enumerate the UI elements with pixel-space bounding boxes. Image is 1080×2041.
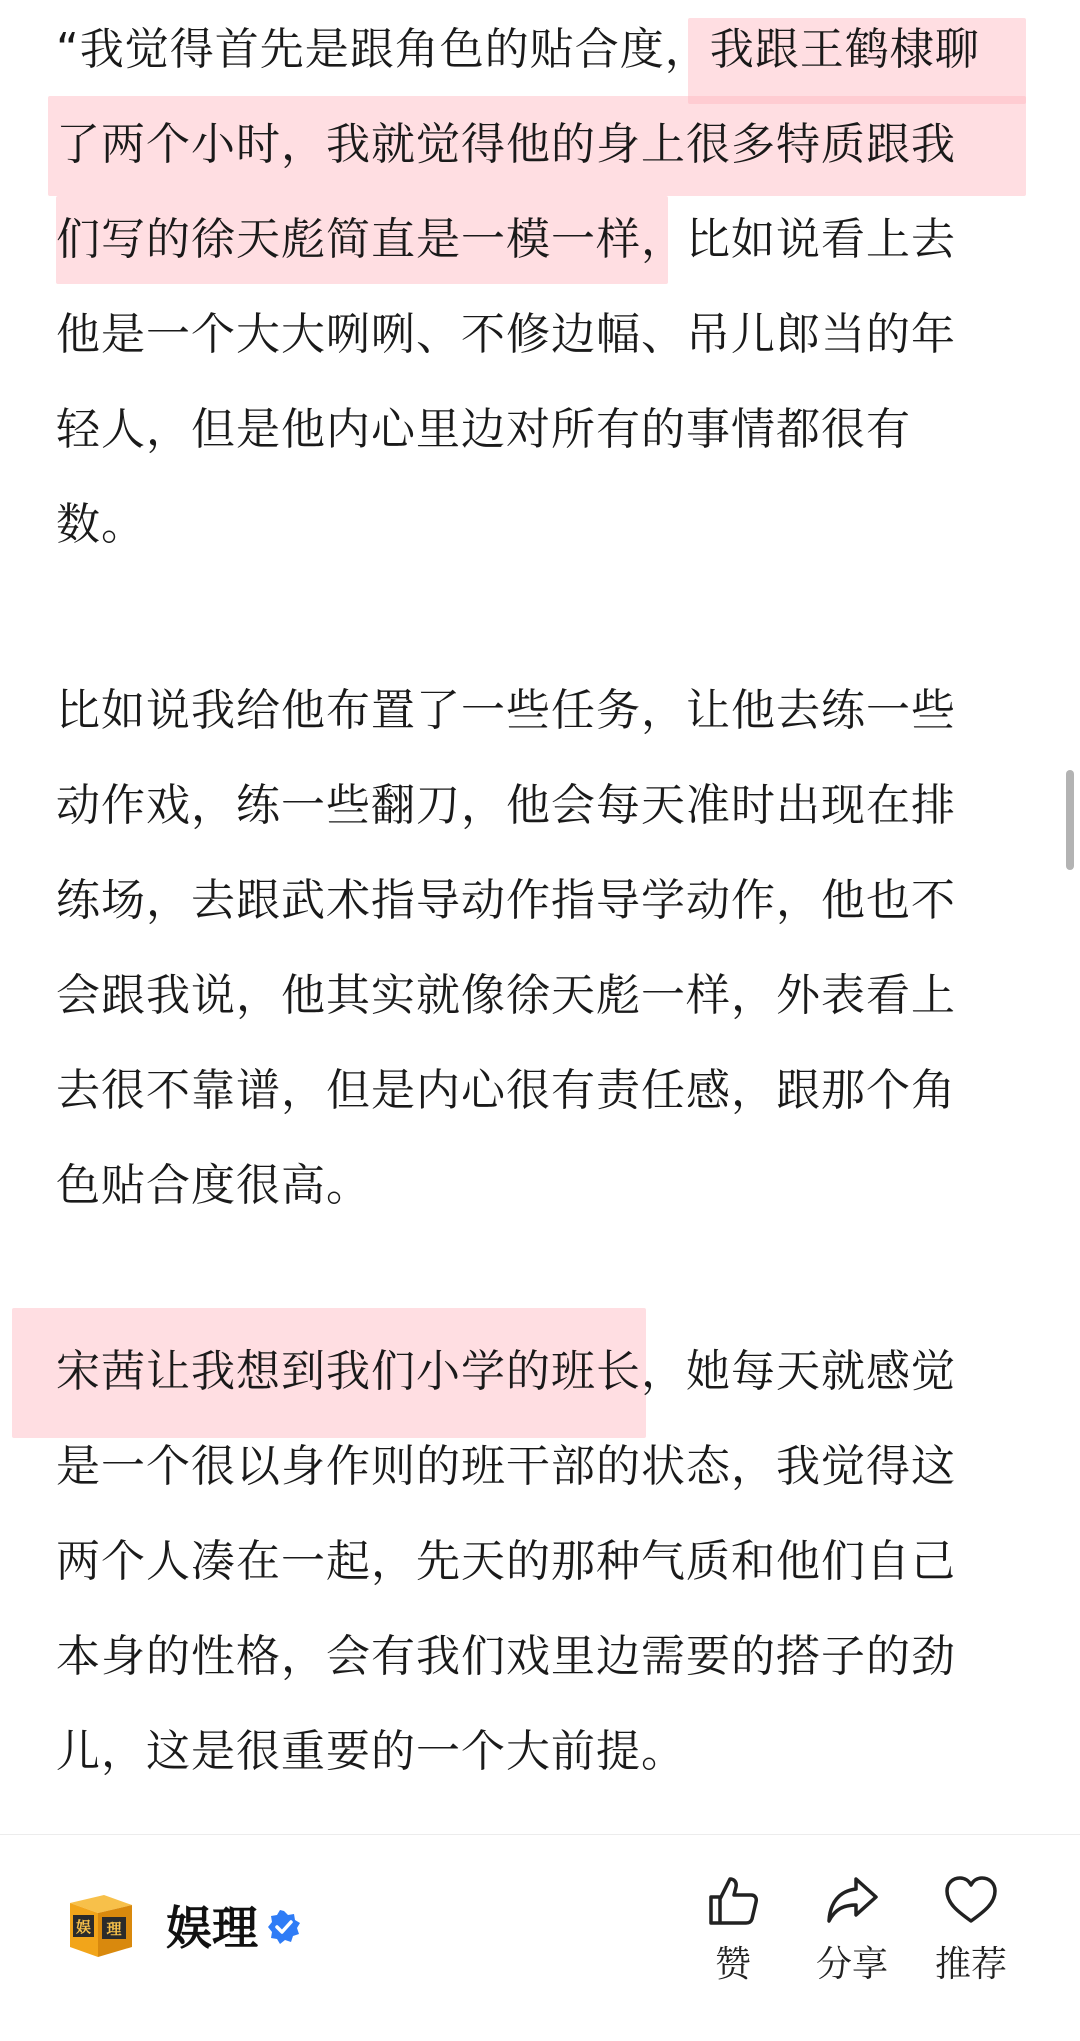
account-logo[interactable] [64,1889,138,1963]
like-label: 赞 [714,1944,751,1985]
paragraph-line: 轻人，但是他内心里边对所有的事情都很有 [56,404,911,455]
paragraph-line: 色贴合度很高。 [56,1160,371,1211]
recommend-label: 推荐 [934,1944,1007,1985]
share-icon [824,1873,880,1929]
paragraph-line: 两个人凑在一起，先天的那种气质和他们自己 [56,1536,956,1587]
paragraph-line: 动作戏，练一些翻刀，他会每天准时出现在排 [56,780,956,831]
paragraph-line: 了两个小时，我就觉得他的身上很多特质跟我 [56,119,956,170]
svg-text:娱: 娱 [75,1918,92,1936]
share-label: 分享 [815,1944,888,1985]
paragraph-line: 去很不靠谱，但是内心很有责任感，跟那个角 [56,1065,956,1116]
paragraph-line: 数。 [56,499,146,550]
thumbs-up-icon [705,1873,761,1929]
paragraph-line: “我觉得首先是跟角色的贴合度，我跟王鹤棣聊 [56,24,980,75]
paragraph-line: 比如说我给他布置了一些任务，让他去练一些 [56,685,956,736]
paragraph-line: 宋茜让我想到我们小学的班长，她每天就感觉 [56,1346,956,1397]
paragraph-line: 儿，这是很重要的一个大前提。 [56,1726,686,1777]
paragraph-line: 是一个很以身作则的班干部的状态，我觉得这 [56,1441,956,1492]
verified-badge-icon [266,1909,302,1945]
paragraph-line: 本身的性格，会有我们戏里边需要的搭子的劲 [56,1631,956,1682]
scrollbar[interactable] [1066,770,1074,870]
paragraph-line: 会跟我说，他其实就像徐天彪一样，外表看上 [56,970,956,1021]
account-name[interactable]: 娱理 [166,1901,258,1955]
svg-text:理: 理 [106,1920,122,1938]
paragraph-line: 他是一个大大咧咧、不修边幅、吊儿郎当的年 [56,309,956,360]
like-button[interactable] [678,1873,788,1987]
recommend-button[interactable] [916,1873,1026,1987]
paragraph-line: 们写的徐天彪简直是一模一样，比如说看上去 [56,214,956,265]
bottom-action-bar [0,1834,1080,2041]
share-button[interactable] [797,1873,907,1987]
paragraph-line: 练场，去跟武术指导动作指导学动作，他也不 [56,875,956,926]
heart-icon [943,1873,999,1929]
